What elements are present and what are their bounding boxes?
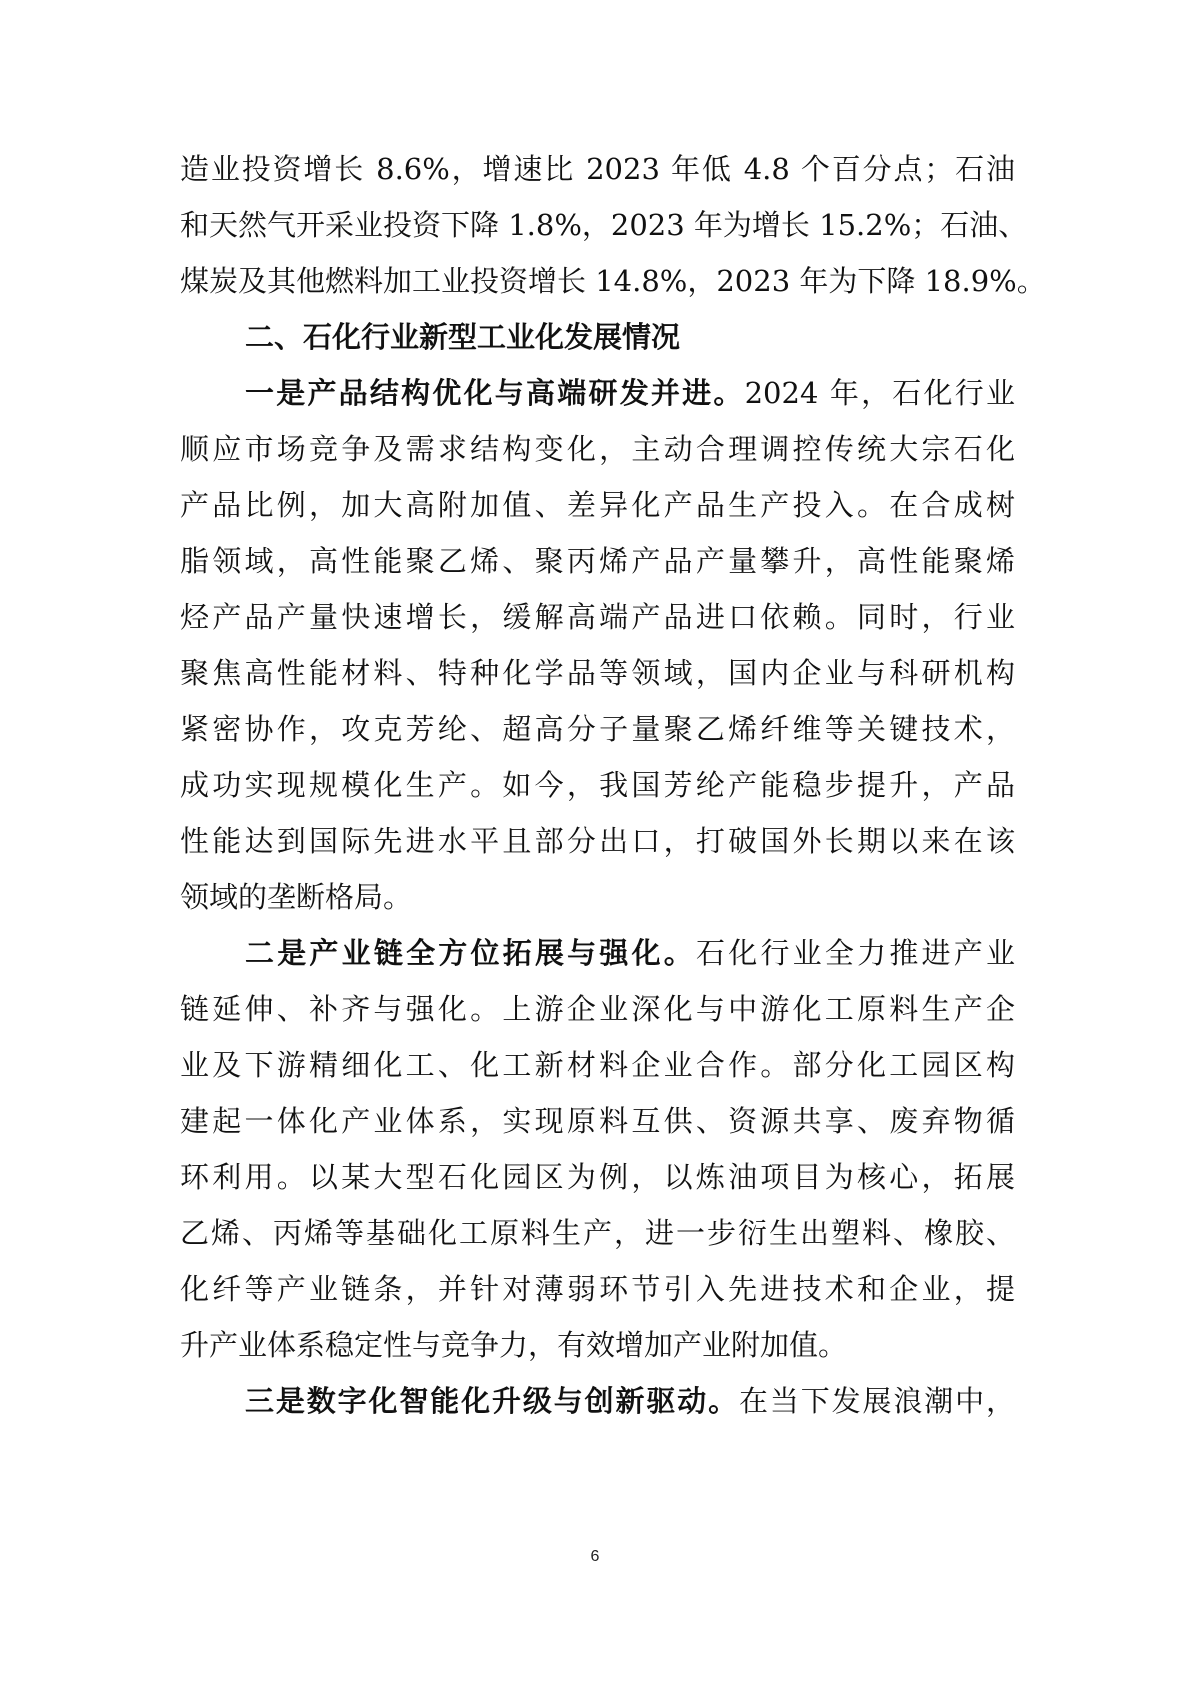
paragraph-3-first-line-rest: 在当下发展浪潮中， (738, 1384, 1015, 1418)
paragraph-1-line: 领域的垄断格局。 (180, 880, 413, 914)
paragraph-1-first-line-rest: 2024 年，石化行业 (744, 376, 1015, 410)
paragraph-2-line: 化纤等产业链条，并针对薄弱环节引入先进技术和企业，提 (180, 1272, 1015, 1306)
paragraph-2-first-line-rest: 石化行业全力推进产业 (696, 936, 1015, 970)
paragraph-1-line: 烃产品产量快速增长，缓解高端产品进口依赖。同时，行业 (180, 600, 1015, 634)
paragraph-1-first-line (245, 370, 1015, 416)
paragraph-2-first-line (245, 930, 1015, 976)
paragraph-3-lead: 三是数字化智能化升级与创新驱动。 (245, 1384, 739, 1418)
paragraph-2-line: 建起一体化产业体系，实现原料互供、资源共享、废弃物循 (180, 1104, 1015, 1138)
paragraph-1-line: 脂领域，高性能聚乙烯、聚丙烯产品产量攀升，高性能聚烯 (180, 544, 1015, 578)
paragraph-2-lead: 二是产业链全方位拓展与强化。 (245, 936, 697, 970)
paragraph-1-line: 产品比例，加大高附加值、差异化产品生产投入。在合成树 (180, 488, 1015, 522)
paragraph-2-line: 业及下游精细化工、化工新材料企业合作。部分化工园区构 (180, 1048, 1015, 1082)
paragraph-2-line: 升产业体系稳定性与竞争力，有效增加产业附加值。 (180, 1328, 848, 1362)
page-number: 6 (590, 1548, 600, 1565)
intro-line-1: 造业投资增长 8.6%，增速比 2023 年低 4.8 个百分点；石油 (180, 152, 1015, 186)
intro-line-3: 煤炭及其他燃料加工业投资增长 14.8%，2023 年为下降 18.9%。 (180, 264, 1046, 298)
paragraph-1-line: 顺应市场竞争及需求结构变化，主动合理调控传统大宗石化 (180, 432, 1015, 466)
paragraph-1-line: 成功实现规模化生产。如今，我国芳纶产能稳步提升，产品 (180, 768, 1015, 802)
intro-line-2: 和天然气开采业投资下降 1.8%，2023 年为增长 15.2%；石油、 (180, 208, 1028, 242)
paragraph-1-lead: 一是产品结构优化与高端研发并进。 (245, 376, 745, 410)
paragraph-1-line: 紧密协作，攻克芳纶、超高分子量聚乙烯纤维等关键技术， (180, 712, 1015, 746)
paragraph-3-first-line (245, 1378, 1015, 1424)
paragraph-2-line: 链延伸、补齐与强化。上游企业深化与中游化工原料生产企 (180, 992, 1015, 1026)
paragraph-2-line: 乙烯、丙烯等基础化工原料生产，进一步衍生出塑料、橡胶、 (180, 1216, 1015, 1250)
paragraph-1-line: 聚焦高性能材料、特种化学品等领域，国内企业与科研机构 (180, 656, 1015, 690)
paragraph-1-line: 性能达到国际先进水平且部分出口，打破国外长期以来在该 (180, 824, 1015, 858)
paragraph-2-line: 环利用。以某大型石化园区为例，以炼油项目为核心，拓展 (180, 1160, 1015, 1194)
section-heading: 二、石化行业新型工业化发展情况 (245, 320, 681, 354)
